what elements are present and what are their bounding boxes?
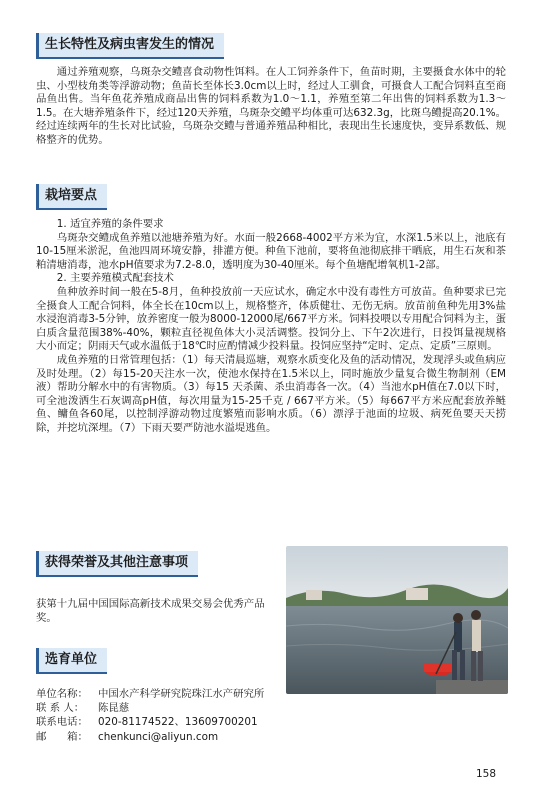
breeder-contact-list xyxy=(36,687,264,744)
cultivation-subheading-1: 1. 适宜养殖的条件要求 xyxy=(56,218,164,230)
cultivation-paragraph-2: 鱼种放养时间一般在5-8月，鱼种投放前一天应试水，确定水中没有毒性方可放苗。鱼种要求已完全摄食人工配合饲料，体全长在10cm以上，规格整齐，体质健壮、无伤无病。放苗前鱼种先用3%盐水浸泡消毒3-5分钟，放养密度一般为8000-12000尾/667平方米。饲料投喂以专用配合饲料为主，蛋白质含量范围38%-40%，颗粒直径视鱼体大小灵活调整。投饲分上、下午2次进行，日投饵量视规格大小而定；阴雨天气或水温低于18℃时应酌情减少投料量。投饲应坚持“定时、定点、定质”三原则。 xyxy=(36,285,506,353)
contact-label: 单位名称： xyxy=(36,688,88,700)
honors-text: 获第十九届中国国际高新技术成果交易会优秀产品奖。 xyxy=(36,598,265,624)
cultivation-subheading-2: 2. 主要养殖模式配套技术 xyxy=(56,272,174,285)
section-title-cultivation: 栽培要点 xyxy=(36,184,107,210)
contact-label: 联系电话： xyxy=(36,716,88,729)
contact-label: 邮 箱： xyxy=(36,730,88,743)
section-title-honors: 获得荣誉及其他注意事项 xyxy=(36,551,198,577)
contact-label: 联 系 人： xyxy=(36,702,85,715)
contact-row-email xyxy=(36,730,264,744)
biology-text: 通过养殖观察，乌斑杂交鳢喜食动物性饵料。在人工饲养条件下，鱼苗时期，主要摄食水体中的轮虫、小型枝角类等浮游动物；鱼苗长至体长3.0cm以上时，经过人工驯食，可摄食人工配合饲料直至商品鱼出售。当年鱼花养殖成商品出售的饲料系数为1.0～1.1，养殖至第二年出售的饲料系数为1.3～1.5。在大塘养殖条件下，经过120天养殖，乌斑杂交鳢平均体重可达632.3g，比斑乌鳢提高20.1%。经过连续两年的生长对比试验，乌斑杂交鳢与普通养殖品种相比，表现出生长速度快，变异系数低、规格整齐的优势。 xyxy=(36,66,506,146)
section-title-breeder: 选育单位 xyxy=(36,648,107,674)
section-title-biology: 生长特性及病虫害发生的情况 xyxy=(36,33,224,59)
fish-pond-photo-illustration xyxy=(286,546,508,694)
contact-value: 中国水产科学研究院珠江水产研究所 xyxy=(98,688,265,700)
contact-row-person xyxy=(36,701,264,715)
cultivation-paragraph-1: 乌斑杂交鳢成鱼养殖以池塘养殖为好。水面一般2668-4002平方米为宜，水深1.5米以上，池底有10-15厘米淤泥，鱼池四周环境安静，排灌方便。种鱼下池前，要将鱼池彻底排干晒底，用生石灰和茶粕清塘消毒，池水pH值要求为7.2-8.0，透明度为30-40厘米。每个鱼塘配增氧机1-2部。 xyxy=(36,231,506,271)
cultivation-body xyxy=(36,218,506,436)
fish-pond-photo xyxy=(286,546,508,694)
contact-value: 陈昆慈 xyxy=(98,702,130,715)
contact-value: chenkunci@aliyun.com xyxy=(98,730,219,743)
biology-paragraph xyxy=(36,66,506,148)
contact-row-phone xyxy=(36,715,264,729)
contact-value: 020-81174522、13609700201 xyxy=(98,716,258,729)
contact-row-unit xyxy=(36,687,264,701)
page-number: 158 xyxy=(476,768,497,780)
cultivation-paragraph-3: 成鱼养殖的日常管理包括：（1）每天清晨巡塘，观察水质变化及鱼的活动情况，发现浮头或鱼病应及时处理。（2）每15-20天注水一次，使池水保持在1.5米以上，同时施放少量复合微生物制剂（EM液）帮助分解水中的有害物质。（3）每15 天杀菌、杀虫消毒各一次。（4）当池水pH值在7.0以下时，可全池泼洒生石灰调高pH值，每次用量为15-25千克 / 667平方米。（5）每667平方米应配套放养鲢鱼、鳙鱼各60尾，以控制浮游动物过度繁殖而影响水质。（6）漂浮于池面的垃圾、病死鱼要天天捞除，并挖坑深埋。（7）下雨天要严防池水溢堤逃鱼。 xyxy=(36,353,506,434)
